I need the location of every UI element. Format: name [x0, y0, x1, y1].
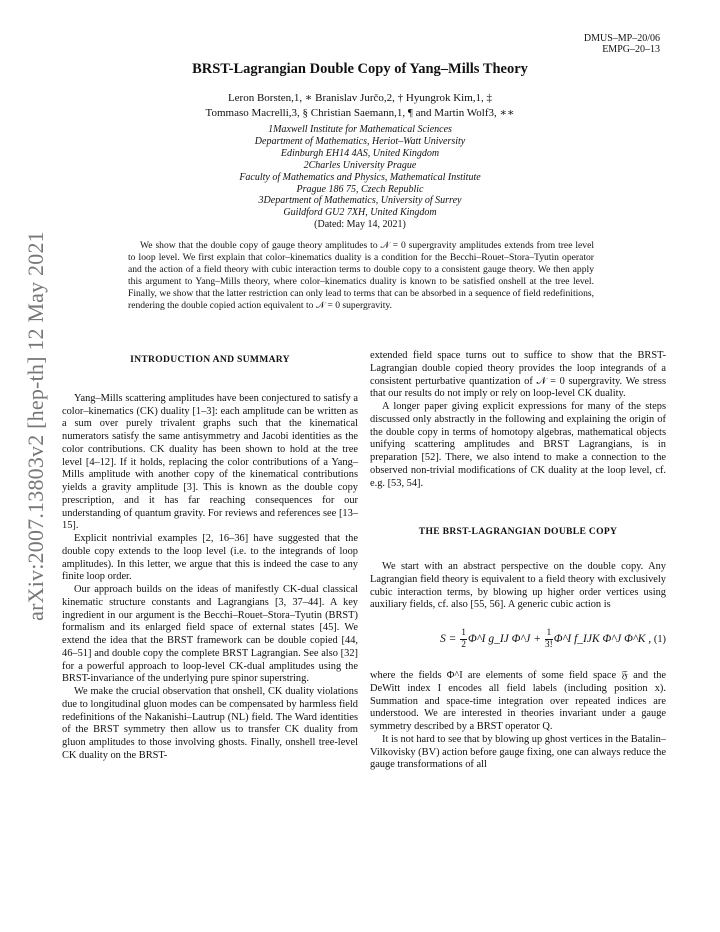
section-heading-introduction: INTRODUCTION AND SUMMARY: [130, 354, 290, 365]
affiliations: [150, 124, 570, 231]
fraction-denominator: 3!: [544, 640, 553, 650]
paragraph: We start with an abstract perspective on the double copy. Any Lagrangian field theory is equivalent to a field theory with exclusively cubic interaction terms, by blowing up higher order vertices using auxiliary fields, cf. also [55, 56]. A generic cubic action is: [370, 561, 666, 611]
paragraph: Yang–Mills scattering amplitudes have been conjectured to satisfy a color–kinematics (CK) duality [1–3]: each amplitude can be written as a sum over purely trivalent graphs such that the kinematical numerators satisfy the same antisymmetry and Jacobi identities as the color contributions. CK duality has been shown to hold at the tree level [4–12]. If it holds, replacing the color contributions of a Yang–Mills amplitude with another copy of the kinematical contributions yields a gravity amplitude [3]. This is known as the double copy prescription, and it has far reaching consequences for our understanding of quantum gravity. For reviews and references see [13–15].: [62, 392, 358, 532]
equation-1: [370, 622, 666, 662]
abstract: We show that the double copy of gauge theory amplitudes to 𝒩 = 0 supergravity amplitudes extends from tree level to loop level. We first explain that color–kinematics duality is a condition for the Becchi–Rouet–Stora–Tyutin operator and the action of a field theory with cubic interaction terms to double copy to a consistent gauge theory. We then apply this argument to Yang–Mills theory, where color–kinematics duality is known to be satisfied onshell at the tree level. Finally, we show that the latter restriction can only lead to terms that can be absorbed in a sequence of field redefinitions, rendering the double copied action equivalent to 𝒩 = 0 supergravity.: [128, 240, 594, 312]
date-line: (Dated: May 14, 2021): [314, 219, 406, 231]
section-heading-double-copy: THE BRST-LAGRANGIAN DOUBLE COPY: [418, 526, 618, 538]
equation-term: Φ^I g_IJ Φ^J +: [468, 633, 544, 646]
author-line-2: Tommaso Macrelli,3, § Christian Saemann,1, ¶ and Martin Wolf3, ∗∗: [205, 107, 515, 119]
affiliation-line: Department of Mathematics, Heriot–Watt University: [254, 135, 466, 147]
right-column: [370, 350, 666, 772]
equation-body: [440, 628, 651, 651]
equation-lhs: S =: [440, 633, 460, 646]
paragraph: We make the crucial observation that onshell, CK duality violations due to longitudinal gluon modes can be compensated by harmless field redefinitions of the Nakanishi–Lautrup (NL) field. The Ward identities of the BRST symmetry then allow us to transfer CK duality from gluon amplitudes to those involving ghosts. Finally, onshell tree-level CK duality on the BRST-: [62, 686, 358, 761]
paragraph: It is not hard to see that by blowing up ghost vertices in the Batalin–Vilkovisky (BV) action before gauge fixing, one can always reduce the gauge transformations of all: [370, 733, 666, 771]
report-number-1: DMUS–MP–20/06: [583, 33, 660, 44]
fraction-one-third-factorial: [545, 628, 553, 651]
affiliation-line: Prague 186 75, Czech Republic: [296, 183, 424, 195]
arxiv-identifier: arXiv:2007.13803v2 [hep-th] 12 May 2021: [23, 231, 48, 621]
paragraph: where the fields Φ^I are elements of some field space 𝔉 and the DeWitt index I encodes all field labels (including position x). Summation and space-time integration over repeated indices are understood. We are interested in theories invariant under a gauge symmetry described by a BRST operator Q.: [370, 670, 666, 732]
fraction-denominator: 2: [461, 640, 467, 650]
affiliation-line: 2Charles University Prague: [303, 159, 417, 171]
left-column: [62, 350, 358, 763]
equation-term: Φ^I f_IJK Φ^J Φ^K ,: [553, 633, 652, 646]
fraction-numerator: 1: [546, 628, 552, 638]
paragraph: extended field space turns out to suffice to show that the BRST-Lagrangian double copied theory provides the loop integrands of a consistent perturbative quantization of 𝒩 = 0 supergravity. We stress that our results do not imply or rely on loop-level CK duality.: [370, 350, 666, 400]
paper-title: BRST-Lagrangian Double Copy of Yang–Mills Theory: [192, 61, 528, 77]
affiliation-line: Guildford GU2 7XH, United Kingdom: [283, 207, 437, 219]
author-line-1: Leron Borsten,1, ∗ Branislav Jurčo,2, † Hyungrok Kim,1, ‡: [227, 92, 493, 104]
affiliation-line: 1Maxwell Institute for Mathematical Sciences: [268, 124, 452, 135]
affiliation-line: Edinburgh EH14 4AS, United Kingdom: [280, 147, 440, 159]
fraction-numerator: 1: [461, 628, 467, 638]
paragraph: A longer paper giving explicit expressions for many of the steps discussed only abstractly in the following and explaining the origin of the double copy in terms of homotopy algebras, mathematical objects unifying scattering amplitudes and BRST Lagrangians, is in preparation [52]. There, we also intend to make a connection to the observed non-trivial modifications of CK duality at the loop level, cf. e.g. [53, 54].: [370, 401, 666, 489]
affiliation-line: Faculty of Mathematics and Physics, Mathematical Institute: [239, 171, 481, 183]
report-number-2: EMPG–20–13: [602, 44, 660, 55]
report-numbers: [584, 33, 660, 55]
fraction-one-half: [460, 628, 467, 651]
author-list: [120, 91, 600, 121]
arxiv-stamp: [12, 196, 60, 656]
equation-number: (1): [653, 634, 666, 645]
paragraph: Our approach builds on the ideas of manifestly CK-dual classical kinematic structure constants and Lagrangians [3, 37–44]. A key ingredient in our argument is the Becchi–Rouet–Stora–Tyutin (BRST) formalism and its enlarged field space of external states [45]. We extend the idea that the BRST framework can be double copied [44, 46–51] and double copy the complete BRST Lagrangian. See also [32] for a powerful approach to loop-level CK-dual amplitudes using the BRST-invariance of the underlying pure spinor superstring.: [62, 584, 358, 685]
affiliation-line: 3Department of Mathematics, University of Surrey: [258, 195, 462, 207]
paragraph: Explicit nontrivial examples [2, 16–36] have suggested that the double copy extends to the loop level (i.e. to the integrands of loop amplitudes). In this letter, we argue that this is indeed the case to any finite loop order.: [62, 533, 358, 583]
